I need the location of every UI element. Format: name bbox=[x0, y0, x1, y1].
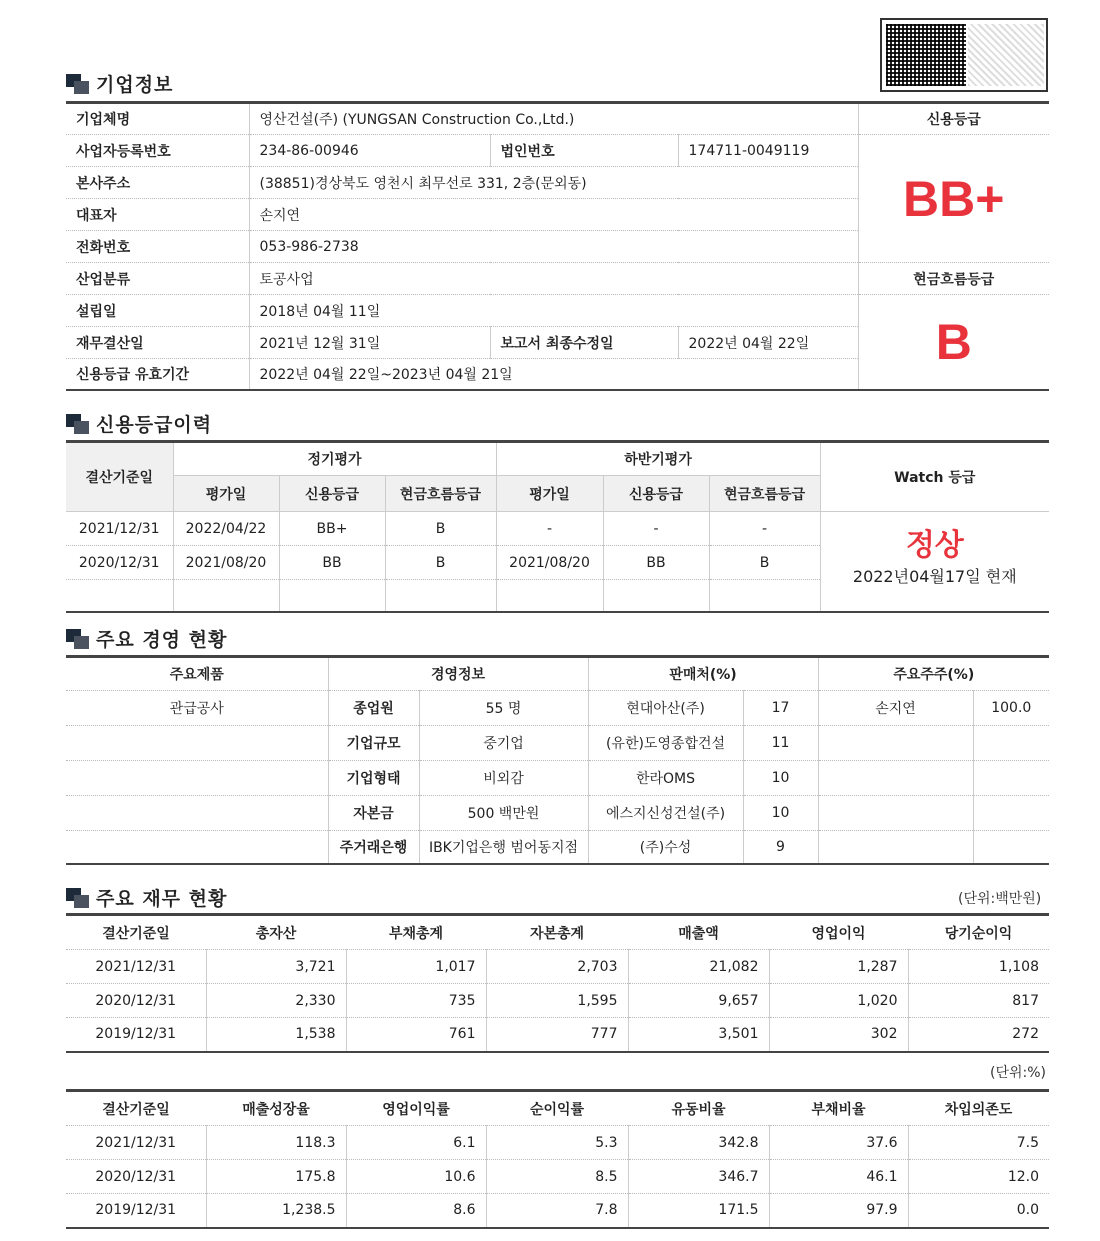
cell: 7.8 bbox=[486, 1194, 628, 1228]
cell: 2021/08/20 bbox=[173, 546, 279, 580]
product: 관급공사 bbox=[66, 691, 328, 726]
sales-pct: 10 bbox=[743, 796, 818, 831]
regular-header: 정기평가 bbox=[173, 442, 496, 476]
ceo: 손지연 bbox=[249, 199, 858, 231]
section-company-header bbox=[66, 70, 173, 97]
h-cash: 현금흐름등급 bbox=[385, 476, 496, 512]
cell: 3,721 bbox=[206, 950, 346, 984]
cell: 118.3 bbox=[206, 1126, 346, 1160]
cell: 2020/12/31 bbox=[66, 546, 173, 580]
bizno: 234-86-00946 bbox=[249, 135, 490, 167]
cell: 10.6 bbox=[346, 1160, 486, 1194]
info-value: 500 백만원 bbox=[419, 796, 588, 831]
info-value: 중기업 bbox=[419, 726, 588, 761]
cell: 1,595 bbox=[486, 984, 628, 1018]
col-header: 부채총계 bbox=[346, 915, 486, 950]
cell: 2020/12/31 bbox=[66, 984, 206, 1018]
cell: 1,020 bbox=[769, 984, 908, 1018]
cell: 37.6 bbox=[769, 1126, 908, 1160]
col-header: 영업이익률 bbox=[346, 1091, 486, 1126]
table-row bbox=[66, 761, 1049, 796]
label-industry: 산업분류 bbox=[66, 263, 249, 295]
cash-grade: B bbox=[935, 313, 972, 370]
holder-pct: 100.0 bbox=[973, 691, 1049, 726]
cell: 302 bbox=[769, 1018, 908, 1052]
cash-grade-label: 현금흐름등급 bbox=[858, 263, 1049, 295]
cell: 2020/12/31 bbox=[66, 1160, 206, 1194]
table-row bbox=[66, 950, 1049, 984]
label-ceo: 대표자 bbox=[66, 199, 249, 231]
valid: 2022년 04월 22일~2023년 04월 21일 bbox=[249, 359, 858, 390]
table-row bbox=[66, 1018, 1049, 1052]
cell: 346.7 bbox=[628, 1160, 769, 1194]
col-header: 유동비율 bbox=[628, 1091, 769, 1126]
cell: 171.5 bbox=[628, 1194, 769, 1228]
cell: B bbox=[385, 512, 496, 546]
label-address: 본사주소 bbox=[66, 167, 249, 199]
cell: - bbox=[709, 512, 820, 546]
cell: 1,287 bbox=[769, 950, 908, 984]
cell: BB bbox=[279, 546, 385, 580]
cell: 2021/12/31 bbox=[66, 1126, 206, 1160]
management-table bbox=[66, 655, 1049, 865]
label-fiscal: 재무결산일 bbox=[66, 327, 249, 359]
cell: 2021/08/20 bbox=[496, 546, 603, 580]
cell: 817 bbox=[908, 984, 1049, 1018]
cell: B bbox=[385, 546, 496, 580]
watch-date: 2022년04월17일 현재 bbox=[852, 567, 1017, 586]
section-icon bbox=[66, 414, 90, 434]
cell: BB+ bbox=[279, 512, 385, 546]
credit-grade-label: 신용등급 bbox=[858, 103, 1049, 135]
h-credit: 신용등급 bbox=[279, 476, 385, 512]
col-header: 결산기준일 bbox=[66, 1091, 206, 1126]
cell: 12.0 bbox=[908, 1160, 1049, 1194]
corpno: 174711-0049119 bbox=[678, 135, 858, 167]
cell: 1,538 bbox=[206, 1018, 346, 1052]
sales-name: (유한)도영종합건설 bbox=[588, 726, 743, 761]
phone: 053-986-2738 bbox=[249, 231, 858, 263]
info-label: 기업규모 bbox=[328, 726, 419, 761]
info-value: IBK기업은행 범어동지점 bbox=[419, 831, 588, 864]
h-eval-date: 평가일 bbox=[173, 476, 279, 512]
cell: - bbox=[496, 512, 603, 546]
cash-grade-cell bbox=[858, 295, 1049, 390]
info-label: 자본금 bbox=[328, 796, 419, 831]
cell: 2022/04/22 bbox=[173, 512, 279, 546]
unit-label: (단위:백만원) bbox=[958, 891, 1042, 907]
sales-pct: 17 bbox=[743, 691, 818, 726]
table-row bbox=[66, 691, 1049, 726]
label-phone: 전화번호 bbox=[66, 231, 249, 263]
info-value: 비외감 bbox=[419, 761, 588, 796]
cell: 9,657 bbox=[628, 984, 769, 1018]
address: (38851)경상북도 영천시 최무선로 331, 2층(문외동) bbox=[249, 167, 858, 199]
cell: B bbox=[709, 546, 820, 580]
holder-name: 손지연 bbox=[818, 691, 973, 726]
h-credit: 신용등급 bbox=[603, 476, 709, 512]
qr-code bbox=[880, 18, 1048, 92]
label-corpno: 법인번호 bbox=[490, 135, 678, 167]
section-title: 주요 경영 현황 bbox=[96, 629, 228, 651]
cell: 1,017 bbox=[346, 950, 486, 984]
cell: 735 bbox=[346, 984, 486, 1018]
label-founded: 설립일 bbox=[66, 295, 249, 327]
ratio-table bbox=[66, 1089, 1049, 1229]
cell: 272 bbox=[908, 1018, 1049, 1052]
cell: 8.5 bbox=[486, 1160, 628, 1194]
cell: 2019/12/31 bbox=[95, 1026, 177, 1043]
table-row bbox=[66, 1160, 1049, 1194]
cell: 1,108 bbox=[908, 950, 1049, 984]
finance-table bbox=[66, 913, 1049, 1053]
credit-grade: BB+ bbox=[903, 170, 1005, 227]
founded: 2018년 04월 11일 bbox=[249, 295, 858, 327]
label-company-name: 기업체명 bbox=[66, 103, 249, 135]
sales-header: 판매처(%) bbox=[588, 657, 818, 691]
cell: 2021/12/31 bbox=[66, 950, 206, 984]
cell: 777 bbox=[486, 1018, 628, 1052]
cell: 6.1 bbox=[346, 1126, 486, 1160]
table-row bbox=[66, 831, 1049, 864]
report: 2022년 04월 22일 bbox=[678, 327, 858, 359]
info-label: 종업원 bbox=[328, 691, 419, 726]
sales-pct: 10 bbox=[743, 761, 818, 796]
cell: 0.0 bbox=[908, 1194, 1049, 1228]
cell: 342.8 bbox=[628, 1126, 769, 1160]
col-header: 차입의존도 bbox=[908, 1091, 1049, 1126]
cell: 8.6 bbox=[346, 1194, 486, 1228]
products-header: 주요제품 bbox=[66, 657, 328, 691]
section-title: 신용등급이력 bbox=[96, 414, 213, 436]
cell: 175.8 bbox=[206, 1160, 346, 1194]
cell: 2,330 bbox=[206, 984, 346, 1018]
section-title: 기업정보 bbox=[96, 74, 174, 96]
h-eval-date: 평가일 bbox=[496, 476, 603, 512]
label-report: 보고서 최종수정일 bbox=[490, 327, 678, 359]
cell: 46.1 bbox=[769, 1160, 908, 1194]
holders-header: 주요주주(%) bbox=[818, 657, 1049, 691]
cell: 2021/12/31 bbox=[66, 512, 173, 546]
sales-name: (주)수성 bbox=[588, 831, 743, 864]
h-cash: 현금흐름등급 bbox=[709, 476, 820, 512]
cell: 1,238.5 bbox=[206, 1194, 346, 1228]
col-header: 자본총계 bbox=[486, 915, 628, 950]
credit-history-table bbox=[66, 440, 1049, 613]
info-header: 경영정보 bbox=[328, 657, 588, 691]
watch-cell bbox=[820, 512, 1049, 612]
table-row bbox=[66, 984, 1049, 1018]
table-row bbox=[66, 726, 1049, 761]
table-row bbox=[66, 1194, 1049, 1228]
watch-status: 정상 bbox=[905, 528, 964, 563]
table-row bbox=[66, 796, 1049, 831]
section-history-header bbox=[66, 410, 212, 437]
section-management-header bbox=[66, 625, 227, 652]
watch-label: Watch 등급 bbox=[820, 442, 1049, 512]
sales-name: 에스지신성건설(주) bbox=[588, 796, 743, 831]
sales-name: 한라OMS bbox=[588, 761, 743, 796]
col-header: 매출액 bbox=[628, 915, 769, 950]
cell: 97.9 bbox=[769, 1194, 908, 1228]
info-label: 기업형태 bbox=[328, 761, 419, 796]
sales-pct: 11 bbox=[743, 726, 818, 761]
col-header: 영업이익 bbox=[769, 915, 908, 950]
info-value: 55 명 bbox=[419, 691, 588, 726]
section-finance-header bbox=[66, 884, 227, 911]
col-header: 결산기준일 bbox=[66, 915, 206, 950]
section-icon bbox=[66, 629, 90, 649]
col-header: 총자산 bbox=[206, 915, 346, 950]
fiscal: 2021년 12월 31일 bbox=[249, 327, 490, 359]
col-header: 부채비율 bbox=[769, 1091, 908, 1126]
section-icon bbox=[66, 74, 90, 94]
sales-pct: 9 bbox=[743, 831, 818, 864]
sales-name: 현대아산(주) bbox=[588, 691, 743, 726]
section-title: 주요 재무 현황 bbox=[96, 888, 228, 910]
cell: 21,082 bbox=[628, 950, 769, 984]
credit-grade-cell bbox=[858, 135, 1049, 263]
table-row bbox=[66, 1126, 1049, 1160]
cell: 2019/12/31 bbox=[95, 1202, 177, 1219]
cell: 3,501 bbox=[628, 1018, 769, 1052]
company-info-table bbox=[66, 101, 1049, 391]
half-header: 하반기평가 bbox=[496, 442, 820, 476]
company-name: 영산건설(주) (YUNGSAN Construction Co.,Ltd.) bbox=[249, 103, 858, 135]
cell: BB bbox=[603, 546, 709, 580]
cell: 5.3 bbox=[486, 1126, 628, 1160]
cell: - bbox=[603, 512, 709, 546]
label-bizno: 사업자등록번호 bbox=[66, 135, 249, 167]
cell: 7.5 bbox=[908, 1126, 1049, 1160]
cell: 2,703 bbox=[486, 950, 628, 984]
col-date: 결산기준일 bbox=[66, 442, 173, 512]
table-row bbox=[66, 512, 1049, 546]
col-header: 순이익률 bbox=[486, 1091, 628, 1126]
section-icon bbox=[66, 888, 90, 908]
col-header: 매출성장율 bbox=[206, 1091, 346, 1126]
cell: 761 bbox=[346, 1018, 486, 1052]
industry: 토공사업 bbox=[249, 263, 858, 295]
label-valid: 신용등급 유효기간 bbox=[76, 366, 190, 383]
col-header: 당기순이익 bbox=[908, 915, 1049, 950]
unit-label: (단위:%) bbox=[990, 1065, 1046, 1081]
info-label: 주거래은행 bbox=[328, 831, 419, 864]
